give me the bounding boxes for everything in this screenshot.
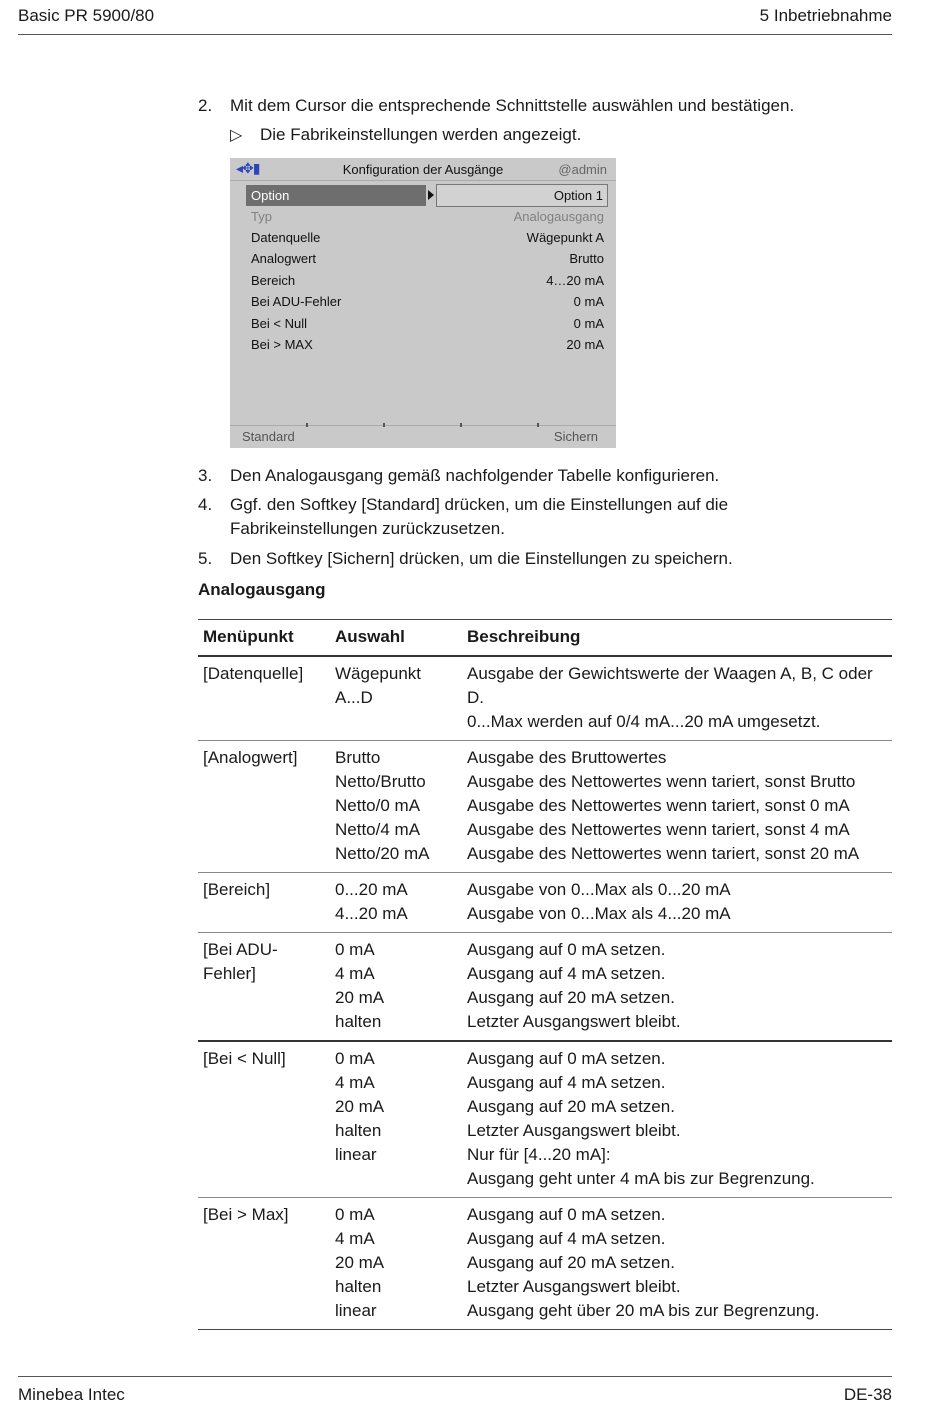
cell-line: [Bei ADU- xyxy=(203,940,278,959)
cell-line: Nur für [4...20 mA]: xyxy=(467,1145,611,1164)
cell-line: Ausgabe des Bruttowertes xyxy=(467,748,667,767)
cell-line: Ausgang auf 0 mA setzen. xyxy=(467,940,666,959)
cell-line: 20 mA xyxy=(335,1253,385,1272)
cell-beschreibung xyxy=(462,656,892,741)
result-text: Die Fabrikeinstellungen werden angezeigt. xyxy=(260,125,582,144)
screen-row-adu-fehler[interactable] xyxy=(251,294,604,314)
cell-line: A...D xyxy=(335,688,373,707)
step-number: 5. xyxy=(198,549,213,568)
row-key: Bereich xyxy=(251,273,296,288)
row-value: 0 mA xyxy=(573,294,604,309)
cell-line: Ausgabe des Nettowertes wenn tariert, sonst 0 mA xyxy=(467,796,850,815)
screen-title: Konfiguration der Ausgänge xyxy=(342,162,504,177)
table-header-row xyxy=(198,620,892,657)
row-value: Brutto xyxy=(569,251,604,266)
company-name: Minebea Intec xyxy=(18,1385,125,1404)
cell-line: Ausgang geht über 20 mA bis zur Begrenzung. xyxy=(467,1301,820,1320)
cell-line: [Bei < Null] xyxy=(203,1049,286,1068)
cell-menuepunkt xyxy=(198,741,330,873)
cell-line: Ausgang auf 4 mA setzen. xyxy=(467,964,666,983)
cell-line: 20 mA xyxy=(335,988,385,1007)
softkey-divider xyxy=(460,423,462,427)
cell-line: [Datenquelle] xyxy=(203,664,304,683)
screen-row-bereich[interactable] xyxy=(251,273,604,293)
step-2 xyxy=(198,94,892,118)
section-title: Analogausgang xyxy=(198,580,326,599)
cell-line: Ausgabe von 0...Max als 0...20 mA xyxy=(467,880,731,899)
option-label-selected[interactable] xyxy=(246,185,426,206)
cell-line: Ausgang auf 4 mA setzen. xyxy=(467,1229,666,1248)
result-line xyxy=(230,123,581,148)
cell-line: Ausgabe des Nettowertes wenn tariert, sonst 4 mA xyxy=(467,820,850,839)
row-value: 4…20 mA xyxy=(546,273,604,288)
cell-beschreibung xyxy=(462,933,892,1042)
cell-line: 4 mA xyxy=(335,1073,375,1092)
row-key: Bei < Null xyxy=(251,316,307,331)
row-key: Typ xyxy=(251,209,272,224)
cell-auswahl xyxy=(330,1198,462,1330)
softkey-bar xyxy=(230,425,616,448)
chapter-title: 5 Inbetriebnahme xyxy=(759,6,892,25)
cell-beschreibung xyxy=(462,1041,892,1198)
cell-line: Fehler] xyxy=(203,964,256,983)
cell-line: linear xyxy=(335,1145,377,1164)
col-header-menuepunkt: Menüpunkt xyxy=(198,620,330,657)
page-footer xyxy=(18,1376,892,1409)
cursor-arrow-icon xyxy=(427,185,435,206)
cell-menuepunkt xyxy=(198,873,330,933)
step-number: 3. xyxy=(198,466,213,485)
cell-line: 4 mA xyxy=(335,964,375,983)
softkey-divider xyxy=(383,423,385,427)
row-key: Analogwert xyxy=(251,251,317,266)
row-value: 20 mA xyxy=(566,337,604,352)
page-header xyxy=(18,6,892,35)
cell-line: Ausgang auf 20 mA setzen. xyxy=(467,988,675,1007)
table-row xyxy=(198,1198,892,1330)
cell-line: halten xyxy=(335,1012,382,1031)
screen-row-bei-max[interactable] xyxy=(251,337,604,357)
cell-line: Netto/4 mA xyxy=(335,820,421,839)
cell-line: 20 mA xyxy=(335,1097,385,1116)
col-header-auswahl: Auswahl xyxy=(330,620,462,657)
step-3 xyxy=(198,464,892,488)
cell-line: 0 mA xyxy=(335,1205,375,1224)
cell-line: Ausgang auf 4 mA setzen. xyxy=(467,1073,666,1092)
softkey-sichern[interactable]: Sichern xyxy=(553,429,598,444)
usb-network-icon: ◂✥▮ xyxy=(236,160,260,176)
cell-line: Ausgang geht unter 4 mA bis zur Begrenzung. xyxy=(467,1169,815,1188)
cell-line: 0 mA xyxy=(335,940,375,959)
row-value: Analogausgang xyxy=(513,209,604,224)
cell-line: Ausgabe der Gewichtswerte der Waagen A, B, C oder D. xyxy=(467,664,873,707)
option-label: Option xyxy=(251,188,290,203)
step-4 xyxy=(198,493,778,541)
option-value: Option 1 xyxy=(553,188,603,203)
cell-menuepunkt xyxy=(198,1041,330,1198)
table-row xyxy=(198,933,892,1042)
screen-row-bei-null[interactable] xyxy=(251,316,604,336)
cell-line: Ausgang auf 20 mA setzen. xyxy=(467,1253,675,1272)
cell-line: Ausgabe von 0...Max als 4...20 mA xyxy=(467,904,731,923)
cell-auswahl xyxy=(330,1041,462,1198)
result-arrow-icon: ▷ xyxy=(230,127,243,144)
screen-row-typ xyxy=(251,209,604,229)
cell-line: Netto/Brutto xyxy=(335,772,426,791)
step-5 xyxy=(198,547,892,571)
cell-auswahl xyxy=(330,741,462,873)
step-number: 2. xyxy=(198,96,213,115)
screen-titlebar xyxy=(230,158,616,181)
row-key: Bei ADU-Fehler xyxy=(251,294,342,309)
row-key: Datenquelle xyxy=(251,230,321,245)
cell-line: Ausgang auf 0 mA setzen. xyxy=(467,1049,666,1068)
cell-line: Brutto xyxy=(335,748,381,767)
softkey-divider xyxy=(306,423,308,427)
cell-beschreibung xyxy=(462,873,892,933)
cell-beschreibung xyxy=(462,741,892,873)
cell-line: 0 mA xyxy=(335,1049,375,1068)
row-value: 0 mA xyxy=(573,316,604,331)
cell-line: Letzter Ausgangswert bleibt. xyxy=(467,1012,681,1031)
cell-line: Netto/20 mA xyxy=(335,844,430,863)
cell-line: [Bei > Max] xyxy=(203,1205,289,1224)
table-row xyxy=(198,656,892,741)
table-row xyxy=(198,741,892,873)
cell-auswahl xyxy=(330,656,462,741)
cell-line: 0...20 mA xyxy=(335,880,408,899)
option-value-field[interactable] xyxy=(436,184,608,207)
screen-row-datenquelle[interactable] xyxy=(251,230,604,250)
row-value: Wägepunkt A xyxy=(526,230,604,245)
cell-line: linear xyxy=(335,1301,377,1320)
cell-line: halten xyxy=(335,1121,382,1140)
page-number: DE-38 xyxy=(843,1385,892,1404)
col-header-beschreibung: Beschreibung xyxy=(462,620,892,657)
cell-menuepunkt xyxy=(198,933,330,1042)
cell-line: 4...20 mA xyxy=(335,904,408,923)
cell-beschreibung xyxy=(462,1198,892,1330)
cell-line: Ausgabe des Nettowertes wenn tariert, sonst Brutto xyxy=(467,772,856,791)
step-number: 4. xyxy=(198,495,213,514)
step-text: Den Analogausgang gemäß nachfolgender Tabelle konfigurieren. xyxy=(230,466,720,485)
step-text: Mit dem Cursor die entsprechende Schnittstelle auswählen und bestätigen. xyxy=(230,96,795,115)
cell-auswahl xyxy=(330,873,462,933)
softkey-divider xyxy=(537,423,539,427)
cell-line: Ausgabe des Nettowertes wenn tariert, sonst 20 mA xyxy=(467,844,860,863)
cell-line: Ausgang auf 20 mA setzen. xyxy=(467,1097,675,1116)
cell-line: halten xyxy=(335,1277,382,1296)
cell-line: 4 mA xyxy=(335,1229,375,1248)
cell-line: Wägepunkt xyxy=(335,664,421,683)
cell-line: Letzter Ausgangswert bleibt. xyxy=(467,1277,681,1296)
cell-line: [Analogwert] xyxy=(203,748,298,767)
screen-row-analogwert[interactable] xyxy=(251,251,604,271)
cell-auswahl xyxy=(330,933,462,1042)
document-title: Basic PR 5900/80 xyxy=(18,6,155,25)
cell-line: Letzter Ausgangswert bleibt. xyxy=(467,1121,681,1140)
table-row xyxy=(198,873,892,933)
table-row xyxy=(198,1041,892,1198)
settings-table xyxy=(198,619,892,1330)
screen-user: @admin xyxy=(558,162,607,177)
cell-line: 0...Max werden auf 0/4 mA...20 mA umgesetzt. xyxy=(467,712,821,731)
cell-menuepunkt xyxy=(198,656,330,741)
cell-line: Netto/0 mA xyxy=(335,796,421,815)
device-screen xyxy=(230,158,616,448)
cell-line: [Bereich] xyxy=(203,880,271,899)
step-text: Den Softkey [Sichern] drücken, um die Einstellungen zu speichern. xyxy=(230,549,733,568)
row-key: Bei > MAX xyxy=(251,337,313,352)
cell-line: Ausgang auf 0 mA setzen. xyxy=(467,1205,666,1224)
cell-menuepunkt xyxy=(198,1198,330,1330)
softkey-standard[interactable]: Standard xyxy=(242,429,295,444)
step-text: Ggf. den Softkey [Standard] drücken, um die Einstellungen auf die Fabrikeinstellungen zurückzusetzen. xyxy=(230,495,729,538)
